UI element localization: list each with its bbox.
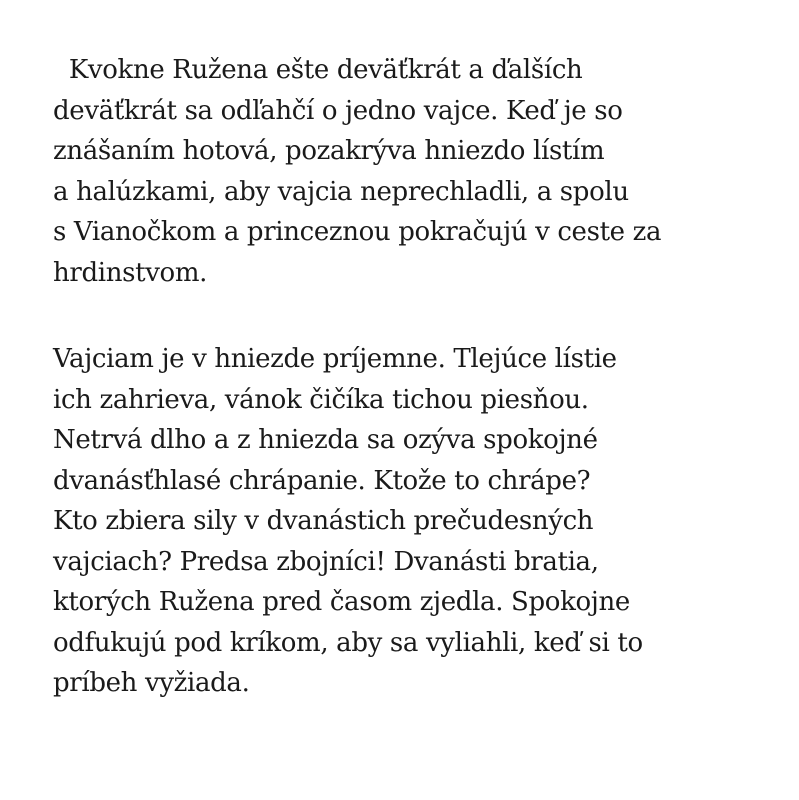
text-line: dvanásťhlasé chrápanie. Ktože to chrápe? (53, 465, 591, 496)
text-line: ich zahrieva, vánok čičíka tichou piesňou. (53, 384, 589, 415)
text-line: príbeh vyžiada. (53, 668, 250, 698)
text-line: s Vianočkom a princeznou pokračujú v ceste za (53, 217, 662, 247)
text-line: deväťkrát sa odľahčí o jedno vajce. Keď je so (53, 95, 623, 126)
text-line: Kvokne Ružena ešte deväťkrát a ďalších (53, 55, 583, 85)
text-line: a halúzkami, aby vajcia neprechladli, a spolu (53, 176, 629, 207)
text-line: Kto zbiera sily v dvanástich prečudesných (53, 506, 594, 536)
text-line: hrdinstvom. (53, 257, 208, 288)
text-line: odfukujú pod kríkom, aby sa vyliahli, keď si to (53, 627, 643, 658)
paragraph-1 (53, 50, 773, 293)
paragraph-2 (53, 339, 773, 704)
text-line: Vajciam je v hniezde príjemne. Tlejúce lístie (53, 344, 617, 374)
text-line: znášaním hotová, pozakrýva hniezdo lístím (53, 136, 605, 166)
text-line: Netrvá dlho a z hniezda sa ozýva spokojné (53, 425, 598, 455)
text-line: vajciach? Predsa zbojníci! Dvanásti bratia, (53, 546, 599, 577)
text-line: ktorých Ružena pred časom zjedla. Spokojne (53, 587, 630, 617)
